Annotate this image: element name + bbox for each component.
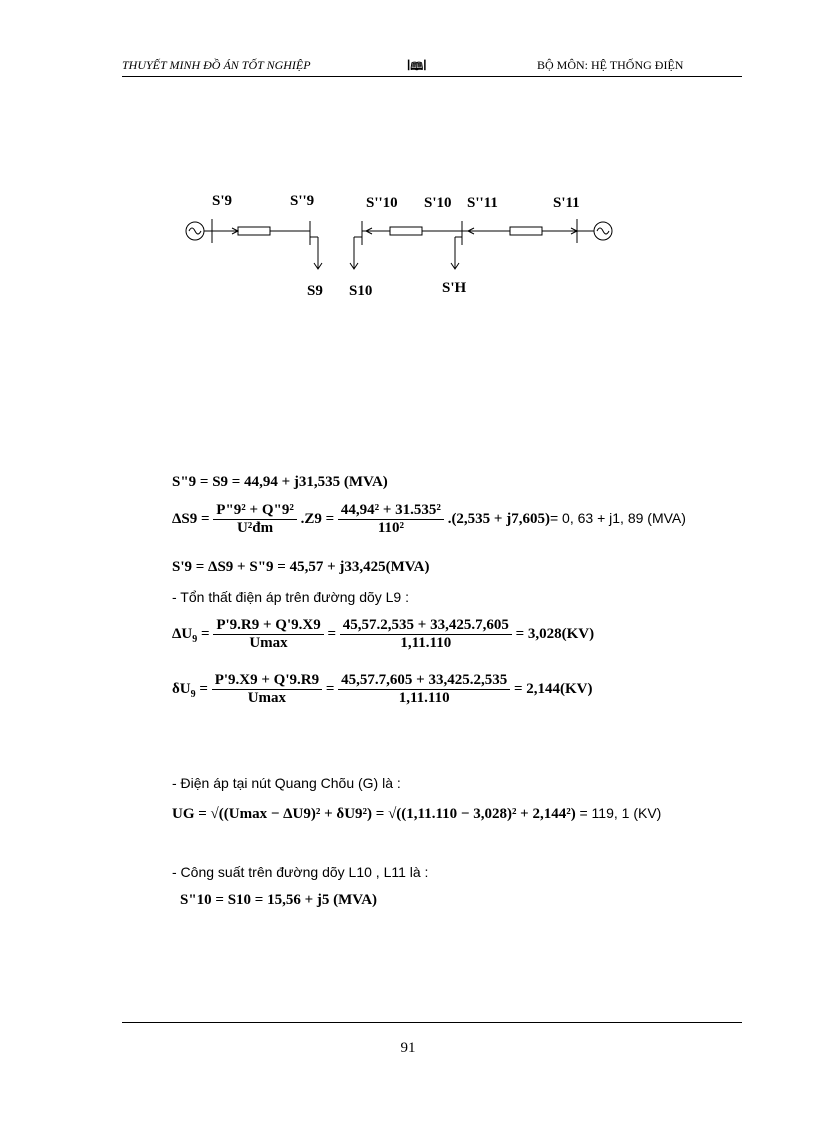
- label-s11-double: S''11: [467, 195, 498, 211]
- equation-ug: [172, 805, 661, 823]
- eq5-denominator-values: 1,11.110: [398, 690, 450, 706]
- eq4-numerator: P'9.R9 + Q'9.X9: [213, 617, 323, 635]
- equation-s9-prime: S'9 = ΔS9 + S"9 = 45,57 + j33,425(MVA): [172, 559, 430, 575]
- eq4-denominator-values: 1,11.110: [400, 635, 452, 651]
- eq5-fraction-values: [338, 672, 510, 707]
- eq4-lhs: $\Delta U_9$ =: [172, 625, 214, 645]
- label-s9-load: S9: [307, 283, 323, 299]
- circuit-diagram: [170, 185, 620, 315]
- eq6-result: = 119, 1 (KV): [579, 805, 662, 821]
- eq2-denominator-values: 110²: [377, 520, 404, 536]
- eq5-numerator-values: 45,57.7,605 + 33,425.2,535: [338, 672, 510, 690]
- paragraph-node-voltage: - Điện áp tại nút Quang Chõu (G) là :: [172, 775, 401, 791]
- label-s9-double: S''9: [290, 193, 315, 209]
- eq5-fraction: [212, 672, 322, 707]
- header-title: THUYẾT MINH ĐỒ ÁN TỐT NGHIỆP: [122, 58, 311, 72]
- page-number: 91: [400, 1040, 416, 1056]
- equation-s10: S"10 = S10 = 15,56 + j5 (MVA): [180, 892, 378, 908]
- eq2-result: = 0, 63 + j1, 89 (MVA): [549, 509, 686, 526]
- eq6-formula: UG = √((Umax − ΔU9)² + δU9²) = √((1,11.110 − 3,028)² + 2,144²): [172, 806, 576, 822]
- eq4-numerator-values: 45,57.2,535 + 33,425.7,605: [340, 617, 512, 635]
- paragraph-voltage-loss-l9: - Tổn thất điện áp trên đường dõy L9 :: [172, 589, 410, 605]
- impedance-z9-icon: [238, 227, 270, 235]
- eq2-fraction-values: [338, 502, 444, 537]
- label-s9-prime: S'9: [212, 193, 233, 209]
- eq2-fraction: [213, 502, 297, 537]
- eq5-lhs: $\delta U_9$ =: [172, 680, 212, 700]
- impedance-z11-icon: [510, 227, 542, 235]
- footer-divider: [122, 1022, 742, 1023]
- eq2-lhs: ΔS9 =: [172, 510, 210, 527]
- paragraph-line-power: - Công suất trên đường dõy L10 , L11 là :: [172, 864, 429, 880]
- page-header: [122, 52, 742, 77]
- eq4-fraction: [213, 617, 323, 652]
- eq2-numerator: P"9² + Q"9²: [213, 502, 297, 520]
- eq2-numerator-values: 44,94² + 31.535²: [338, 502, 444, 520]
- equation-s9: S"9 = S9 = 44,94 + j31,535 (MVA): [172, 474, 388, 490]
- label-s11-prime: S'11: [553, 195, 580, 211]
- label-s10-load: S10: [349, 283, 373, 299]
- eq5-result: = 2,144(KV): [513, 680, 593, 697]
- label-s10-prime: S'10: [424, 195, 452, 211]
- equation-delta-u9: $\Delta U_9$ = $\frac{P'9.R9 + Q'9.X9}{Umax}$ = $\frac{45,57.2,535 + 33,425.7,605}{1,11.110}$ = 3,028(KV): [172, 617, 595, 651]
- eq2-mid: .Z9 =: [300, 510, 335, 527]
- label-sh-load: S'H: [442, 280, 467, 296]
- eq2-impedance: .(2,535 + j7,605): [447, 510, 550, 527]
- equation-small-delta-u9: $\delta U_9$ = $\frac{P'9.X9 + Q'9.R9}{Umax}$ = $\frac{45,57.7,605 + 33,425.2,535}{1,11.110}$ = 2,144(KV): [172, 672, 593, 706]
- eq2-denominator: U²đm: [236, 520, 274, 536]
- eq5-denominator: Umax: [247, 690, 287, 706]
- header-ornament: ꟾ🕮ꟾ: [407, 61, 427, 73]
- equation-delta-s9: [172, 502, 686, 537]
- label-s10-double: S''10: [366, 195, 398, 211]
- header-department: BỘ MÔN: HỆ THỐNG ĐIỆN: [537, 58, 684, 72]
- eq4-fraction-values: [340, 617, 512, 652]
- eq4-result: = 3,028(KV): [515, 625, 595, 642]
- impedance-z10-icon: [390, 227, 422, 235]
- eq5-numerator: P'9.X9 + Q'9.R9: [212, 672, 322, 690]
- eq4-denominator: Umax: [249, 635, 288, 651]
